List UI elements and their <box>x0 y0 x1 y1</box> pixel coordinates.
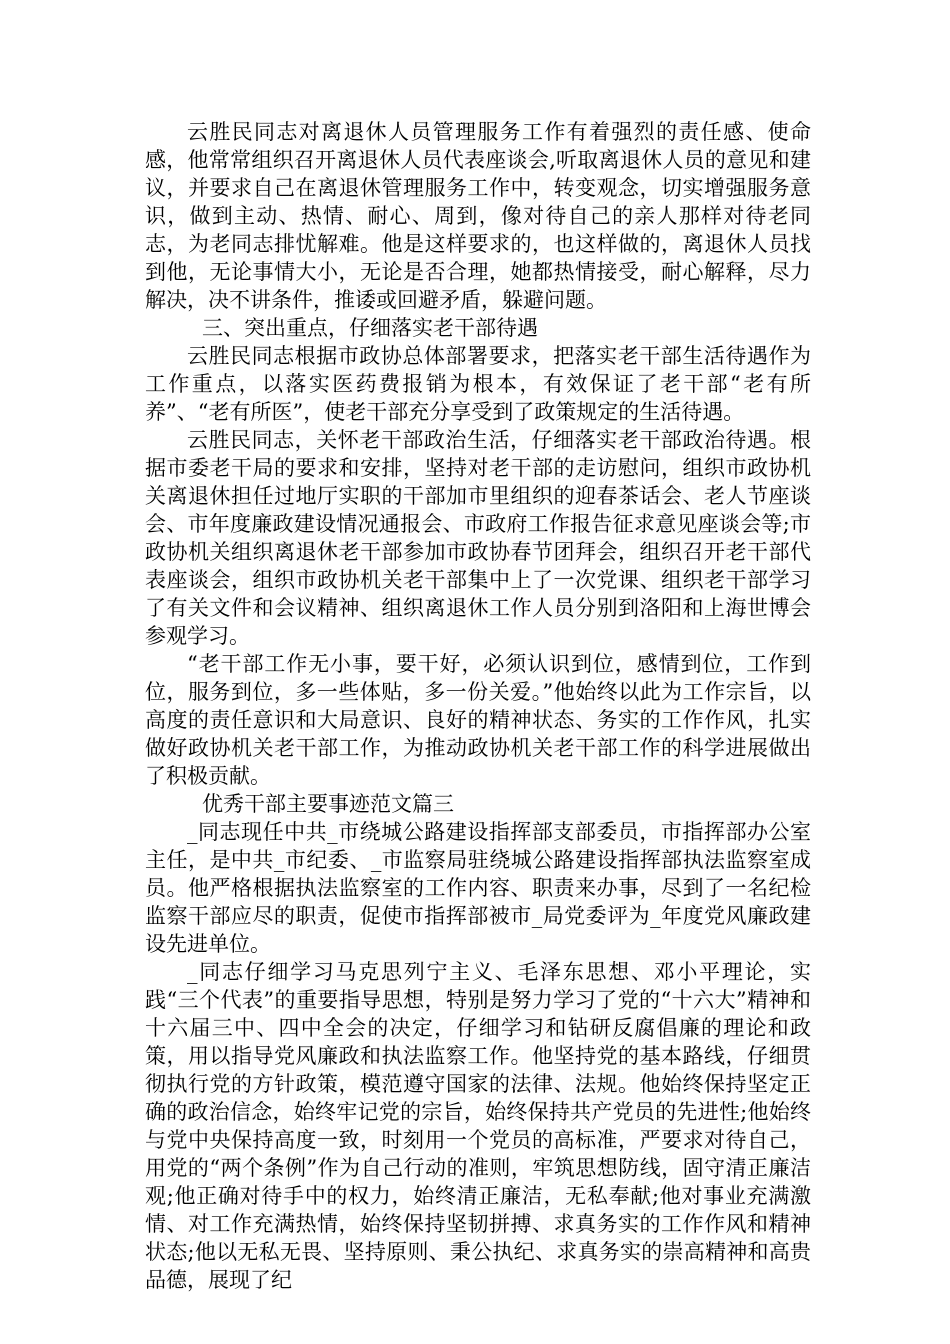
section-heading-treatment: 三、突出重点，仔细落实老干部待遇 <box>202 316 538 340</box>
paragraph-work-motto: “老干部工作无小事，要干好，必须认识到位，感情到位，工作到位，服务到位，多一些体贴，多一份关爱。”他始终以此为工作宗旨，以高度的责任意识和大局意识、良好的精神状态、务实的工作作风，扎实做好政协机关老干部工作，为推动政协机关老干部工作的科学进展做出了积极贡献。 <box>145 652 811 788</box>
paragraph-study-and-conduct: _同志仔细学习马克思列宁主义、毛泽东思想、邓小平理论，实践“三个代表”的重要指导思想，特别是努力学习了党的“十六大”精神和十六届三中、四中全会的决定，仔细学习和钻研反腐倡廉的理论和政策，用以指导党风廉政和执法监察工作。他坚持党的基本路线，仔细贯彻执行党的方针政策，模范遵守国家的法律、法规。他始终保持坚定正确的政治信念，始终牢记党的宗旨，始终保持共产党员的先进性;他始终与党中央保持高度一致，时刻用一个党员的高标准，严要求对待自己，用党的“两个条例”作为自己行动的准则，牢筑思想防线，固守清正廉洁观;他正确对待手中的权力，始终清正廉洁，无私奉献;他对事业充满激情、对工作充满热情，始终保持坚韧拼搏、求真务实的工作作风和精神状态;他以无私无畏、坚持原则、秉公执纪、求真务实的崇高精神和高贵品德，展现了纪 <box>145 960 811 1292</box>
section-heading-example-three: 优秀干部主要事迹范文篇三 <box>202 792 454 816</box>
paragraph-political-treatment: 云胜民同志，关怀老干部政治生活，仔细落实老干部政治待遇。根据市委老干局的要求和安排，坚持对老干部的走访慰问，组织市政协机关离退休担任过地厅实职的干部加市里组织的迎春茶话会、老人节座谈会、市年度廉政建设情况通报会、市政府工作报告征求意见座谈会等;市政协机关组织离退休老干部参加市政协春节团拜会，组织召开老干部代表座谈会，组织市政协机关老干部集中上了一次党课、组织老干部学习了有关文件和会议精神、组织离退休工作人员分别到洛阳和上海世博会参观学习。 <box>145 428 811 648</box>
document-body <box>145 118 811 1294</box>
paragraph-position-intro: _同志现任中共_市绕城公路建设指挥部支部委员，市指挥部办公室主任，是中共_市纪委、_市监察局驻绕城公路建设指挥部执法监察室成员。他严格根据执法监察室的工作内容、职责来办事，尽到了一名纪检监察干部应尽的职责，促使市指挥部被市_局党委评为_年度党风廉政建设先进单位。 <box>145 820 811 956</box>
paragraph-living-treatment: 云胜民同志根据市政协总体部署要求，把落实老干部生活待遇作为工作重点，以落实医药费报销为根本，有效保证了老干部“老有所养”、“老有所医”，使老干部充分享受到了政策规定的生活待遇。 <box>145 344 811 424</box>
paragraph-service-attitude: 云胜民同志对离退休人员管理服务工作有着强烈的责任感、使命感，他常常组织召开离退休人员代表座谈会,听取离退休人员的意见和建议，并要求自己在离退休管理服务工作中，转变观念，切实增强服务意识，做到主动、热情、耐心、周到，像对待自己的亲人那样对待老同志，为老同志排忧解难。他是这样要求的，也这样做的，离退休人员找到他，无论事情大小，无论是否合理，她都热情接受，耐心解释，尽力解决，决不讲条件，推诿或回避矛盾，躲避问题。 <box>145 120 811 312</box>
